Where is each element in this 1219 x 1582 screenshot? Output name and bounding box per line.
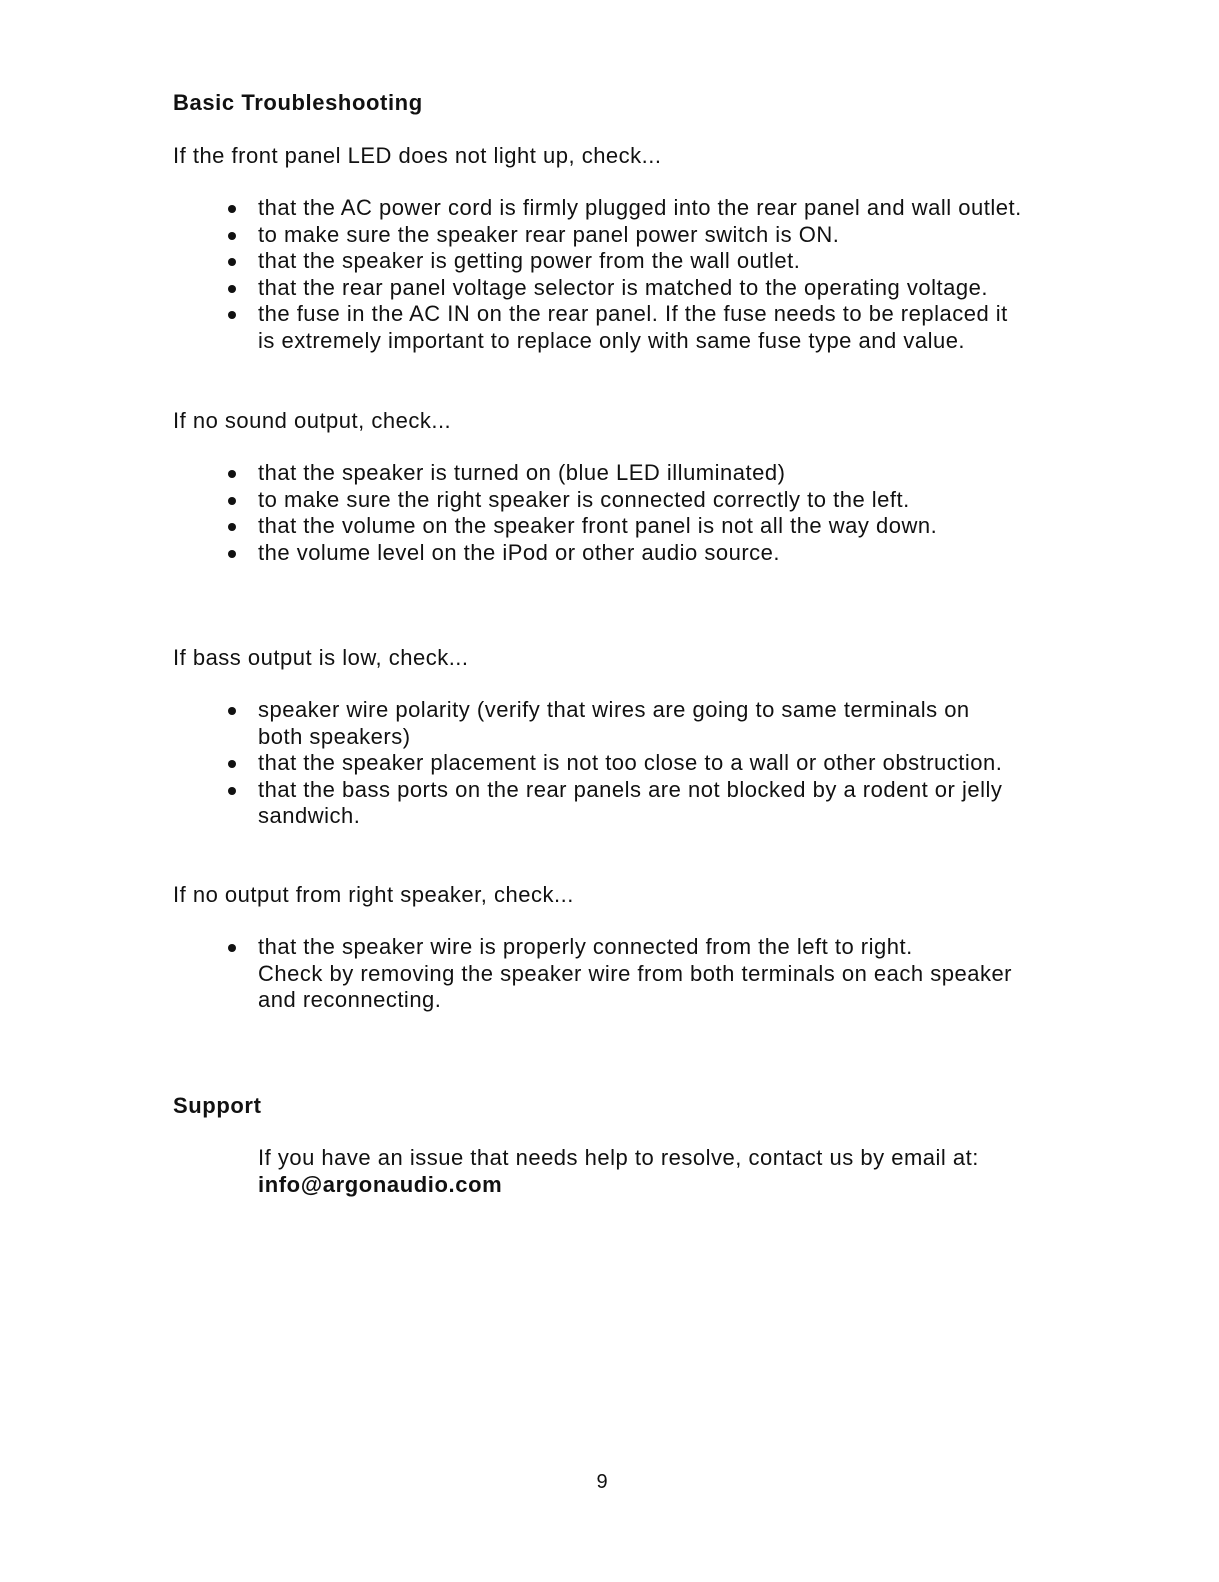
section-intro-no-sound: If no sound output, check... — [173, 408, 452, 433]
list-item: to make sure the right speaker is connected correctly to the left. — [258, 487, 1128, 514]
support-email: info@argonaudio.com — [258, 1172, 503, 1197]
bullet-icon — [228, 760, 236, 768]
page-title: Basic Troubleshooting — [173, 90, 423, 115]
bullet-icon — [228, 470, 236, 478]
list-item: the volume level on the iPod or other audio source. — [258, 540, 1128, 567]
list-item: that the bass ports on the rear panels are not blocked by a rodent or jelly sandwich. — [258, 777, 1128, 830]
bullet-icon — [228, 232, 236, 240]
bullet-list-right-speaker — [258, 934, 1128, 1014]
bullet-icon — [228, 787, 236, 795]
list-item: that the speaker wire is properly connected from the left to right. Check by removing the speaker wire from both terminals on each speaker and reconnecting. — [258, 934, 1128, 1014]
bullet-icon — [228, 258, 236, 266]
bullet-icon — [228, 497, 236, 505]
bullet-icon — [228, 285, 236, 293]
support-text: If you have an issue that needs help to resolve, contact us by email at: — [258, 1145, 979, 1170]
bullet-list-bass-low — [258, 697, 1128, 830]
bullet-icon — [228, 311, 236, 319]
bullet-icon — [228, 205, 236, 213]
section-intro-led: If the front panel LED does not light up, check... — [173, 143, 662, 168]
bullet-icon — [228, 550, 236, 558]
page-number: 9 — [596, 1471, 608, 1493]
list-item: that the AC power cord is firmly plugged into the rear panel and wall outlet. — [258, 195, 1128, 222]
bullet-icon — [228, 523, 236, 531]
list-item: that the speaker placement is not too close to a wall or other obstruction. — [258, 750, 1128, 777]
list-item: that the volume on the speaker front panel is not all the way down. — [258, 513, 1128, 540]
list-item: to make sure the speaker rear panel power switch is ON. — [258, 222, 1128, 249]
bullet-icon — [228, 707, 236, 715]
list-item: that the speaker is turned on (blue LED illuminated) — [258, 460, 1128, 487]
list-item: speaker wire polarity (verify that wires are going to same terminals on both speakers) — [258, 697, 1128, 750]
support-title: Support — [173, 1093, 262, 1118]
bullet-icon — [228, 944, 236, 952]
list-item: that the rear panel voltage selector is matched to the operating voltage. — [258, 275, 1128, 302]
list-item: the fuse in the AC IN on the rear panel. If the fuse needs to be replaced it is extremely important to replace only with same fuse type and value. — [258, 301, 1128, 354]
bullet-list-no-sound — [258, 460, 1128, 566]
bullet-list-led — [258, 195, 1128, 354]
list-item: that the speaker is getting power from the wall outlet. — [258, 248, 1128, 275]
section-intro-right-speaker: If no output from right speaker, check... — [173, 882, 574, 907]
section-intro-bass-low: If bass output is low, check... — [173, 645, 469, 670]
